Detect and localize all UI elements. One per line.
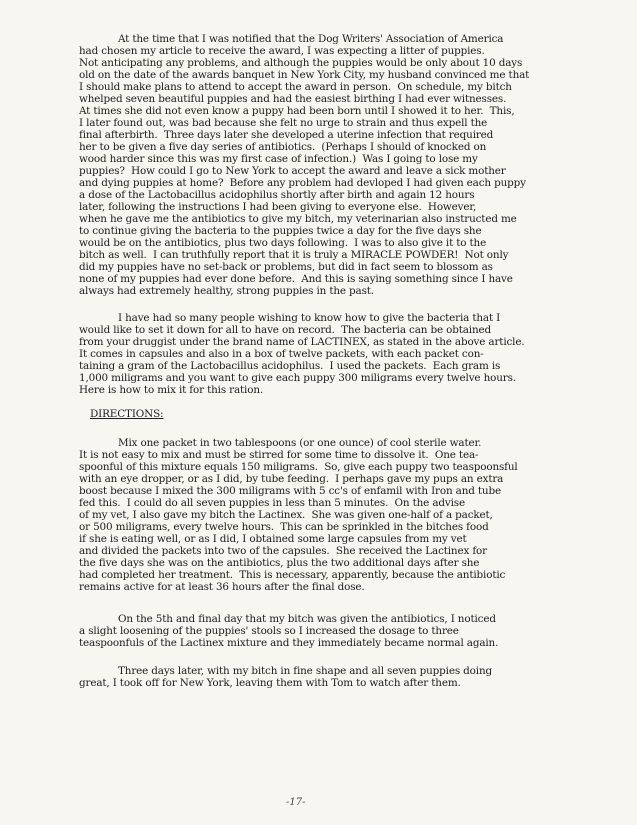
text-line: fed this. I could do all seven puppies in less than 5 minutes. On the advise xyxy=(79,497,465,509)
text-line: would like to set it down for all to have on record. The bacteria can be obtained xyxy=(79,324,491,336)
text-line: At the time that I was notified that the Dog Writers' Association of America xyxy=(118,33,504,45)
text-line: of my vet, I also gave my bitch the Lactinex. She was given one-half of a packet, xyxy=(79,509,493,521)
text-line: her to be given a five day series of antibiotics. (Perhaps I should of knocked on xyxy=(79,141,487,153)
text-line: later, following the instructions I had been giving to everyone else. However, xyxy=(79,201,477,213)
text-line: a dose of the Lactobacillus acidophilus shortly after birth and again 12 hours xyxy=(79,189,475,201)
text-line: It is not easy to mix and must be stirred for some time to dissolve it. One tea- xyxy=(79,449,479,461)
text-line: had chosen my article to receive the award, I was expecting a litter of puppies. xyxy=(79,45,485,57)
text-line: old on the date of the awards banquet in New York City, my husband convinced me that xyxy=(79,69,530,81)
text-line: and dying puppies at home? Before any problem had devloped I had given each puppy xyxy=(79,177,526,189)
text-line: to continue giving the bacteria to the puppies twice a day for the five days she xyxy=(79,225,482,237)
text-line: Three days later, with my bitch in fine shape and all seven puppies doing xyxy=(118,665,493,677)
text-line: remains active for at least 36 hours after the final dose. xyxy=(79,581,365,593)
text-line: taining a gram of the Lactobacillus acidophilus. I used the packets. Each gram is xyxy=(79,360,501,372)
text-line: 1,000 miligrams and you want to give each puppy 300 miligrams every twelve hours. xyxy=(79,372,516,384)
text-line: Mix one packet in two tablespoons (or one ounce) of cool sterile water. xyxy=(118,437,482,449)
text-line: On the 5th and final day that my bitch was given the antibiotics, I noticed xyxy=(118,613,496,625)
text-line: I should make plans to attend to accept the award in person. On schedule, my bitch xyxy=(79,81,512,93)
text-line: I have had so many people wishing to know how to give the bacteria that I xyxy=(118,312,501,324)
text-line: if she is eating well, or as I did, I obtained some large capsules from my vet xyxy=(79,533,467,545)
text-line: or 500 miligrams, every twelve hours. This can be sprinkled in the bitches food xyxy=(79,521,489,533)
text-line: a slight loosening of the puppies' stools so I increased the dosage to three xyxy=(79,625,459,637)
text-line: wood harder since this was my first case of infection.) Was I going to lose my xyxy=(79,153,478,165)
text-line: great, I took off for New York, leaving them with Tom to watch after them. xyxy=(79,677,461,689)
text-line: spoonful of this mixture equals 150 miligrams. So, give each puppy two teaspoonsful xyxy=(79,461,518,473)
text-line: did my puppies have no set-back or problems, but did in fact seem to blossom as xyxy=(79,261,493,273)
text-line: from your druggist under the brand name of LACTINEX, as stated in the above article. xyxy=(79,336,525,348)
text-line: whelped seven beautiful puppies and had the easiest birthing I had ever witnesses. xyxy=(79,93,507,105)
text-line: had completed her treatment. This is necessary, apparently, because the antibiotic xyxy=(79,569,506,581)
text-line: with an eye dropper, or as I did, by tube feeding. I perhaps gave my pups an extra xyxy=(79,473,504,485)
text-line: At times she did not even know a puppy had been born until I showed it to her. This, xyxy=(79,105,515,117)
text-line: and divided the packets into two of the capsules. She received the Lactinex for xyxy=(79,545,487,557)
text-line: would be on the antibiotics, plus two days following. I was to also give it to the xyxy=(79,237,487,249)
text-line: always had extremely healthy, strong puppies in the past. xyxy=(79,285,374,297)
text-line: Not anticipating any problems, and although the puppies would be only about 10 days xyxy=(79,57,523,69)
text-line: puppies? How could I go to New York to accept the award and leave a sick mother xyxy=(79,165,506,177)
text-line: I later found out, was bad because she felt no urge to strain and thus expell the xyxy=(79,117,488,129)
text-line: boost because I mixed the 300 miligrams with 5 cc's of enfamil with Iron and tube xyxy=(79,485,501,497)
text-line: Here is how to mix it for this ration. xyxy=(79,384,264,396)
page-number: -17- xyxy=(286,797,306,808)
directions-heading: DIRECTIONS: xyxy=(90,408,164,420)
text-line: the five days she was on the antibiotics, plus the two additional days after she xyxy=(79,557,480,569)
text-line: final afterbirth. Three days later she developed a uterine infection that required xyxy=(79,129,494,141)
text-line: none of my puppies had ever done before. And this is saying something since I have xyxy=(79,273,513,285)
text-line: teaspoonfuls of the Lactinex mixture and they immediately became normal again. xyxy=(79,637,499,649)
text-line: when he gave me the antibiotics to give my bitch, my veterinarian also instructed me xyxy=(79,213,517,225)
text-line: It comes in capsules and also in a box of twelve packets, with each packet con- xyxy=(79,348,484,360)
text-line: bitch as well. I can truthfully report that it is truly a MIRACLE POWDER! Not only xyxy=(79,249,509,261)
